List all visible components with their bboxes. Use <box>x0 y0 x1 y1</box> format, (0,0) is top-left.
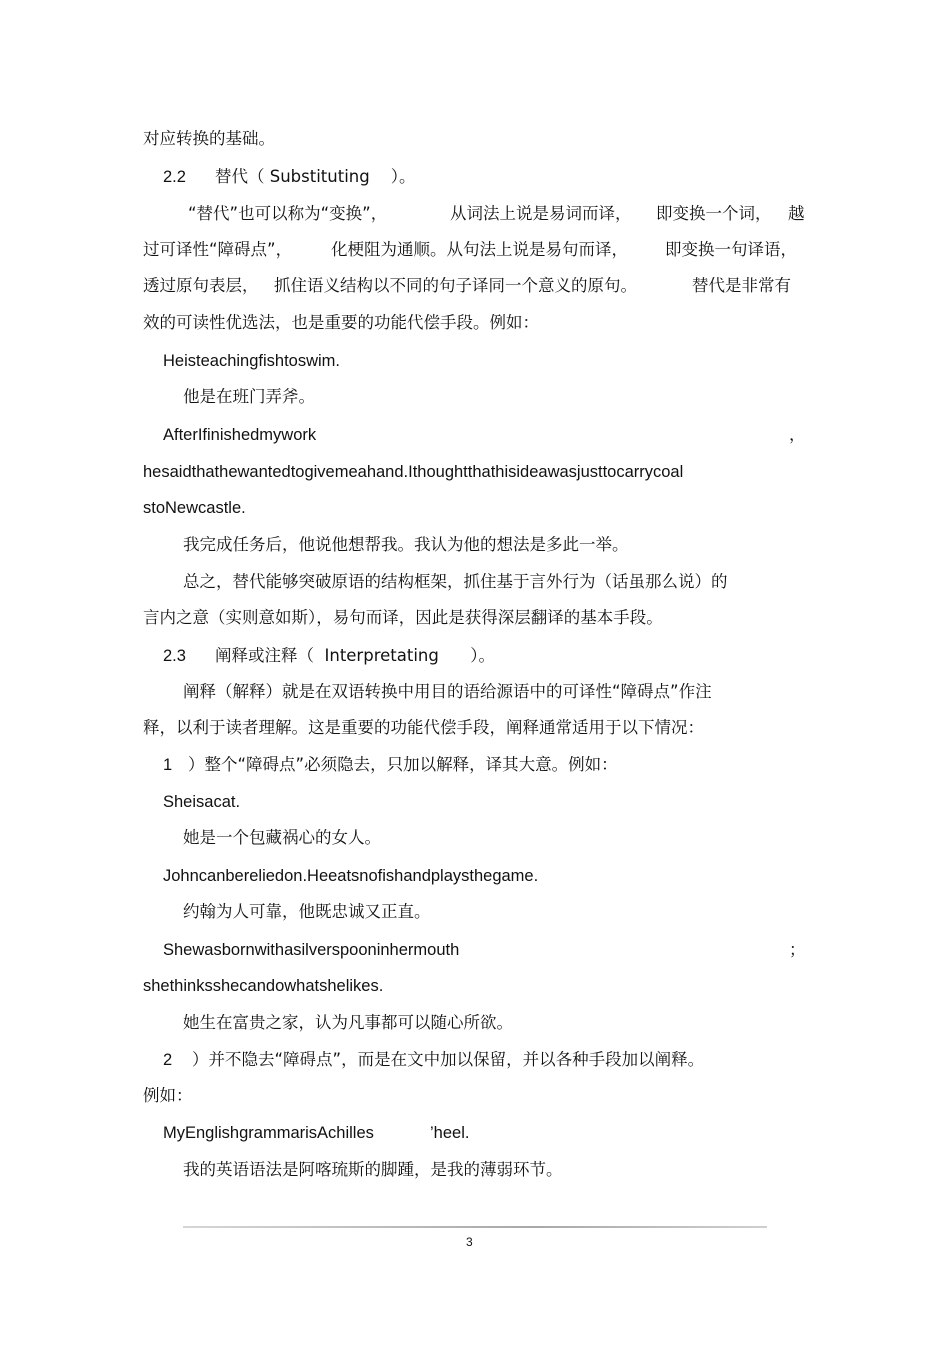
footer-divider <box>183 1226 767 1228</box>
paragraph-line: 效的可读性优选法，也是重要的功能代偿手段。例如： <box>143 313 539 332</box>
example-chinese: 我的英语语法是阿喀琉斯的脚踵，是我的薄弱环节。 <box>183 1160 563 1179</box>
paragraph-line: 化梗阻为通顺。从句法上说是易句而译， <box>331 240 628 259</box>
section-number: 2.3 <box>163 647 186 665</box>
example-english: hesaidthathewantedtogivemeahand.Ithoughtthathisideawasjusttocarrycoal <box>143 463 684 481</box>
paragraph-line: 透过原句表层， <box>143 276 259 295</box>
example-english: MyEnglishgrammarisAchilles <box>163 1124 374 1142</box>
list-item-text: ）并不隐去“障碍点”，而是在文中加以保留，并以各种手段加以阐释。 <box>192 1050 705 1069</box>
example-english: stoNewcastle. <box>143 499 246 517</box>
example-chinese: 我完成任务后，他说他想帮我。我认为他的想法是多此一举。 <box>183 535 629 554</box>
paragraph-line: 替代是非常有 <box>692 276 791 295</box>
page-number: 3 <box>466 1235 473 1249</box>
example-english: Shewasbornwithasilverspooninhermouth <box>163 941 460 959</box>
example-chinese: 她是一个包藏祸心的女人。 <box>183 828 381 847</box>
list-number: 1 <box>163 756 173 774</box>
paragraph-line: 过可译性“障碍点”， <box>143 240 293 259</box>
paragraph-line: “替代”也可以称为“变换”， <box>188 204 388 223</box>
paragraph-line: 即变换一句译语， <box>665 240 797 259</box>
paragraph-line: 总之，替代能够突破原语的结构框架，抓住基于言外行为（话虽那么说）的 <box>183 572 728 591</box>
paragraph-line: 即变换一个词， <box>656 204 772 223</box>
paragraph-line: 言内之意（实则意如斯），易句而译，因此是获得深层翻译的基本手段。 <box>143 608 663 627</box>
paragraph-line: 抓住语义结构以不同的句子译同一个意义的原句。 <box>274 276 637 295</box>
example-chinese: 她生在富贵之家，认为凡事都可以随心所欲。 <box>183 1013 513 1032</box>
example-english: Johncanbereliedon.Heeatsnofishandplaysthegame. <box>163 867 539 885</box>
punctuation: ； <box>789 940 806 959</box>
list-number: 2 <box>163 1051 173 1069</box>
paragraph-line: 释，以利于读者理解。这是重要的功能代偿手段，阐释通常适用于以下情况： <box>143 718 704 737</box>
example-english: shethinksshecandowhatshelikes. <box>143 977 384 995</box>
section-heading: 替代（ Substituting ）。 <box>215 167 416 186</box>
example-chinese: 约翰为人可靠，他既忠诚又正直。 <box>183 902 431 921</box>
example-english: Heisteachingfishtoswim. <box>163 352 340 370</box>
paragraph-line: 越 <box>788 204 805 223</box>
example-english: AfterIfinishedmywork <box>163 426 317 444</box>
example-chinese: 他是在班门弄斧。 <box>183 387 315 406</box>
section-heading: 阐释或注释（ Interpretating ）。 <box>215 646 496 665</box>
paragraph-line: 对应转换的基础。 <box>143 129 275 148</box>
paragraph-line: 阐释（解释）就是在双语转换中用目的语给源语中的可译性“障碍点”作注 <box>183 682 712 701</box>
paragraph-line: 从词法上说是易词而译， <box>450 204 632 223</box>
example-english: Sheisacat. <box>163 793 241 811</box>
example-english: ’heel. <box>430 1124 470 1142</box>
punctuation: ， <box>789 425 806 444</box>
section-number: 2.2 <box>163 168 186 186</box>
list-item-text: ）整个“障碍点”必须隐去，只加以解释，译其大意。例如： <box>188 755 618 774</box>
paragraph-line: 例如： <box>143 1086 193 1105</box>
